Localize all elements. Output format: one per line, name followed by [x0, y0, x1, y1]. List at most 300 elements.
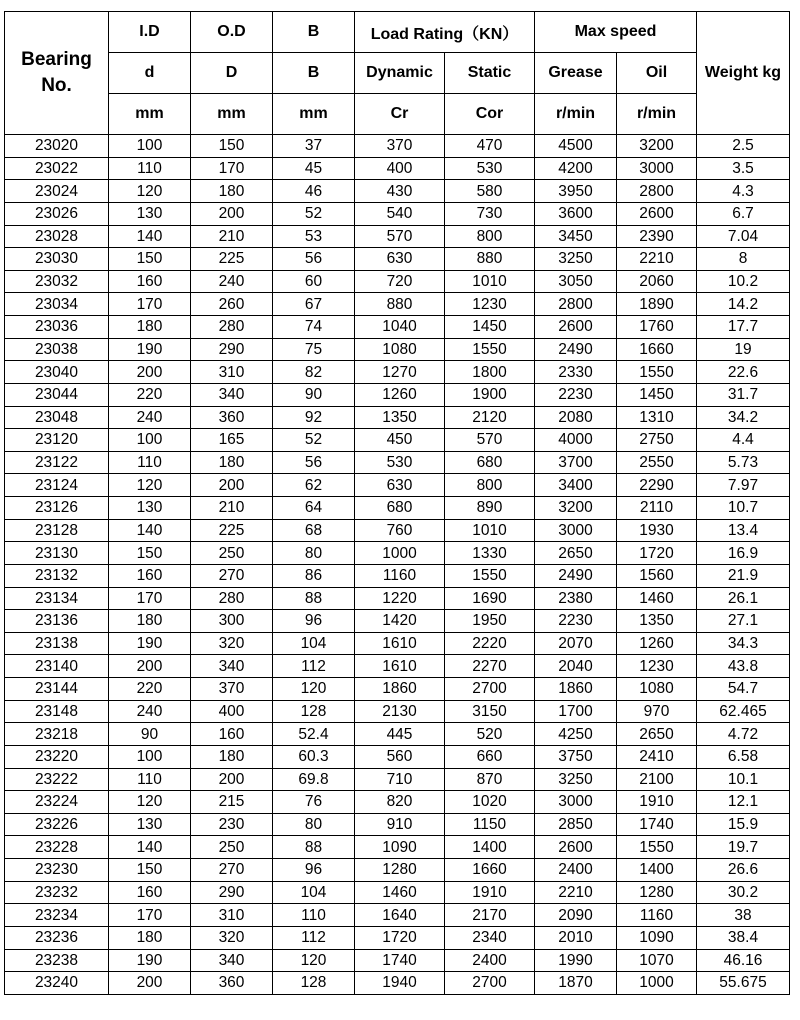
- bearing-no-cell: 23044: [5, 383, 109, 406]
- oil-header: Oil: [617, 53, 697, 94]
- od-cell: 160: [191, 723, 273, 746]
- b-cell: 37: [273, 135, 355, 158]
- od-cell: 200: [191, 474, 273, 497]
- id-cell: 130: [109, 813, 191, 836]
- static-cell: 580: [445, 180, 535, 203]
- weight-cell: 7.04: [697, 225, 790, 248]
- table-row: [5, 678, 790, 701]
- dynamic-cell: 540: [355, 202, 445, 225]
- dynamic-cell: 680: [355, 497, 445, 520]
- dynamic-cell: 530: [355, 451, 445, 474]
- b-symbol: B: [273, 53, 355, 94]
- static-cell: 2120: [445, 406, 535, 429]
- od-cell: 180: [191, 745, 273, 768]
- dynamic-cell: 1350: [355, 406, 445, 429]
- weight-cell: 30.2: [697, 881, 790, 904]
- weight-cell: 5.73: [697, 451, 790, 474]
- b-cell: 110: [273, 904, 355, 927]
- max-speed-header: Max speed: [535, 12, 697, 53]
- od-cell: 225: [191, 248, 273, 271]
- id-cell: 110: [109, 768, 191, 791]
- id-cell: 100: [109, 745, 191, 768]
- bearing-no-cell: 23134: [5, 587, 109, 610]
- oil-cell: 1280: [617, 881, 697, 904]
- static-cell: 730: [445, 202, 535, 225]
- id-cell: 150: [109, 248, 191, 271]
- grease-cell: 2490: [535, 564, 617, 587]
- grease-cell: 3600: [535, 202, 617, 225]
- dynamic-cell: 2130: [355, 700, 445, 723]
- weight-cell: 17.7: [697, 316, 790, 339]
- dynamic-cell: 1080: [355, 338, 445, 361]
- static-cell: 1550: [445, 564, 535, 587]
- grease-cell: 2210: [535, 881, 617, 904]
- weight-cell: 10.7: [697, 497, 790, 520]
- static-cell: 800: [445, 225, 535, 248]
- b-cell: 52: [273, 202, 355, 225]
- static-cell: 1800: [445, 361, 535, 384]
- id-cell: 120: [109, 474, 191, 497]
- od-cell: 310: [191, 904, 273, 927]
- table-row: [5, 564, 790, 587]
- grease-unit: r/min: [535, 94, 617, 135]
- grease-cell: 1860: [535, 678, 617, 701]
- static-cell: 1900: [445, 383, 535, 406]
- grease-cell: 3250: [535, 248, 617, 271]
- bearing-no-cell: 23026: [5, 202, 109, 225]
- oil-cell: 1930: [617, 519, 697, 542]
- table-row: [5, 745, 790, 768]
- weight-cell: 26.6: [697, 859, 790, 882]
- b-cell: 53: [273, 225, 355, 248]
- id-cell: 140: [109, 519, 191, 542]
- od-cell: 210: [191, 225, 273, 248]
- od-unit: mm: [191, 94, 273, 135]
- oil-cell: 1720: [617, 542, 697, 565]
- oil-cell: 1910: [617, 791, 697, 814]
- id-cell: 90: [109, 723, 191, 746]
- oil-cell: 1460: [617, 587, 697, 610]
- grease-cell: 3200: [535, 497, 617, 520]
- grease-cell: 2400: [535, 859, 617, 882]
- od-cell: 165: [191, 429, 273, 452]
- grease-cell: 1870: [535, 972, 617, 995]
- static-cell: 2270: [445, 655, 535, 678]
- bearing-no-cell: 23040: [5, 361, 109, 384]
- od-cell: 370: [191, 678, 273, 701]
- header-row-2: [5, 53, 790, 94]
- oil-cell: 1350: [617, 610, 697, 633]
- dynamic-header: Dynamic: [355, 53, 445, 94]
- dynamic-cell: 1420: [355, 610, 445, 633]
- weight-cell: 34.3: [697, 632, 790, 655]
- grease-cell: 2090: [535, 904, 617, 927]
- weight-cell: 38: [697, 904, 790, 927]
- weight-cell: 3.5: [697, 157, 790, 180]
- id-cell: 240: [109, 700, 191, 723]
- grease-cell: 3750: [535, 745, 617, 768]
- id-cell: 200: [109, 972, 191, 995]
- static-cell: 2700: [445, 678, 535, 701]
- oil-cell: 2100: [617, 768, 697, 791]
- static-cell: 470: [445, 135, 535, 158]
- weight-cell: 19: [697, 338, 790, 361]
- grease-cell: 2600: [535, 316, 617, 339]
- weight-cell: 4.4: [697, 429, 790, 452]
- table-row: [5, 700, 790, 723]
- oil-cell: 1310: [617, 406, 697, 429]
- od-cell: 200: [191, 202, 273, 225]
- id-cell: 170: [109, 904, 191, 927]
- bearing-no-header: Bearing No.: [5, 12, 109, 135]
- bearing-no-cell: 23132: [5, 564, 109, 587]
- table-row: [5, 429, 790, 452]
- table-row: [5, 542, 790, 565]
- static-cell: 1010: [445, 270, 535, 293]
- dynamic-cell: 1460: [355, 881, 445, 904]
- table-row: [5, 248, 790, 271]
- static-cell: 880: [445, 248, 535, 271]
- dynamic-cell: 1160: [355, 564, 445, 587]
- od-cell: 240: [191, 270, 273, 293]
- table-row: [5, 632, 790, 655]
- b-header: B: [273, 12, 355, 53]
- od-cell: 290: [191, 881, 273, 904]
- bearing-no-cell: 23234: [5, 904, 109, 927]
- b-cell: 80: [273, 813, 355, 836]
- od-cell: 150: [191, 135, 273, 158]
- weight-cell: 43.8: [697, 655, 790, 678]
- table-body: [5, 135, 790, 995]
- dynamic-cell: 450: [355, 429, 445, 452]
- id-cell: 130: [109, 202, 191, 225]
- weight-cell: 7.97: [697, 474, 790, 497]
- static-cell: 3150: [445, 700, 535, 723]
- dynamic-cell: 1640: [355, 904, 445, 927]
- oil-cell: 1160: [617, 904, 697, 927]
- grease-cell: 4500: [535, 135, 617, 158]
- oil-cell: 3000: [617, 157, 697, 180]
- od-cell: 180: [191, 451, 273, 474]
- dynamic-cell: 820: [355, 791, 445, 814]
- id-cell: 180: [109, 610, 191, 633]
- bearing-no-cell: 23034: [5, 293, 109, 316]
- dynamic-cell: 1040: [355, 316, 445, 339]
- table-row: [5, 904, 790, 927]
- grease-cell: 3050: [535, 270, 617, 293]
- id-cell: 200: [109, 361, 191, 384]
- id-cell: 240: [109, 406, 191, 429]
- b-cell: 104: [273, 632, 355, 655]
- table-row: [5, 881, 790, 904]
- id-cell: 150: [109, 542, 191, 565]
- table-row: [5, 949, 790, 972]
- bearing-no-cell: 23036: [5, 316, 109, 339]
- table-row: [5, 157, 790, 180]
- table-row: [5, 768, 790, 791]
- dynamic-cell: 1220: [355, 587, 445, 610]
- bearing-no-cell: 23024: [5, 180, 109, 203]
- bearing-no-cell: 23120: [5, 429, 109, 452]
- oil-cell: 2060: [617, 270, 697, 293]
- oil-cell: 2210: [617, 248, 697, 271]
- grease-cell: 4250: [535, 723, 617, 746]
- weight-cell: 15.9: [697, 813, 790, 836]
- bearing-no-cell: 23228: [5, 836, 109, 859]
- dynamic-cell: 630: [355, 474, 445, 497]
- bearing-no-cell: 23128: [5, 519, 109, 542]
- b-cell: 128: [273, 972, 355, 995]
- id-cell: 120: [109, 791, 191, 814]
- static-cell: 520: [445, 723, 535, 746]
- id-cell: 170: [109, 293, 191, 316]
- od-cell: 360: [191, 406, 273, 429]
- dynamic-cell: 1740: [355, 949, 445, 972]
- table-row: [5, 361, 790, 384]
- od-cell: 320: [191, 632, 273, 655]
- b-cell: 62: [273, 474, 355, 497]
- oil-cell: 2290: [617, 474, 697, 497]
- b-cell: 75: [273, 338, 355, 361]
- grease-cell: 2850: [535, 813, 617, 836]
- b-cell: 86: [273, 564, 355, 587]
- grease-cell: 3400: [535, 474, 617, 497]
- weight-cell: 22.6: [697, 361, 790, 384]
- oil-cell: 970: [617, 700, 697, 723]
- static-cell: 570: [445, 429, 535, 452]
- bearing-no-cell: 23232: [5, 881, 109, 904]
- dynamic-cell: 1280: [355, 859, 445, 882]
- oil-cell: 1230: [617, 655, 697, 678]
- static-cell: 2220: [445, 632, 535, 655]
- b-cell: 52.4: [273, 723, 355, 746]
- od-cell: 230: [191, 813, 273, 836]
- id-cell: 130: [109, 497, 191, 520]
- load-rating-header: Load Rating（KN）: [355, 12, 535, 53]
- weight-cell: 10.2: [697, 270, 790, 293]
- table-row: [5, 723, 790, 746]
- static-cell: 1400: [445, 836, 535, 859]
- dynamic-cell: 1610: [355, 655, 445, 678]
- b-cell: 52: [273, 429, 355, 452]
- id-cell: 160: [109, 564, 191, 587]
- dynamic-cell: 560: [355, 745, 445, 768]
- b-cell: 120: [273, 678, 355, 701]
- b-cell: 60.3: [273, 745, 355, 768]
- dynamic-cell: 430: [355, 180, 445, 203]
- bearing-table: [4, 11, 790, 995]
- id-cell: 170: [109, 587, 191, 610]
- table-row: [5, 383, 790, 406]
- table-row: [5, 293, 790, 316]
- weight-cell: 14.2: [697, 293, 790, 316]
- oil-cell: 2410: [617, 745, 697, 768]
- table-row: [5, 655, 790, 678]
- oil-cell: 1550: [617, 361, 697, 384]
- id-cell: 190: [109, 338, 191, 361]
- table-row: [5, 406, 790, 429]
- dynamic-cell: 1940: [355, 972, 445, 995]
- dynamic-cell: 630: [355, 248, 445, 271]
- table-row: [5, 972, 790, 995]
- header-row-1: [5, 12, 790, 53]
- bearing-no-cell: 23048: [5, 406, 109, 429]
- weight-header: Weight kg: [697, 12, 790, 135]
- od-cell: 270: [191, 859, 273, 882]
- od-cell: 300: [191, 610, 273, 633]
- oil-unit: r/min: [617, 94, 697, 135]
- od-cell: 200: [191, 768, 273, 791]
- oil-cell: 1090: [617, 926, 697, 949]
- table-row: [5, 180, 790, 203]
- grease-header: Grease: [535, 53, 617, 94]
- id-cell: 190: [109, 632, 191, 655]
- id-cell: 100: [109, 135, 191, 158]
- id-cell: 190: [109, 949, 191, 972]
- table-row: [5, 202, 790, 225]
- grease-cell: 2070: [535, 632, 617, 655]
- table-row: [5, 451, 790, 474]
- b-cell: 80: [273, 542, 355, 565]
- b-cell: 56: [273, 248, 355, 271]
- bearing-no-cell: 23022: [5, 157, 109, 180]
- grease-cell: 2230: [535, 383, 617, 406]
- bearing-no-cell: 23130: [5, 542, 109, 565]
- oil-cell: 2110: [617, 497, 697, 520]
- bearing-no-cell: 23144: [5, 678, 109, 701]
- b-cell: 74: [273, 316, 355, 339]
- header-row-3: [5, 94, 790, 135]
- bearing-no-cell: 23028: [5, 225, 109, 248]
- oil-cell: 2750: [617, 429, 697, 452]
- b-cell: 67: [273, 293, 355, 316]
- oil-cell: 2800: [617, 180, 697, 203]
- grease-cell: 3450: [535, 225, 617, 248]
- weight-cell: 10.1: [697, 768, 790, 791]
- weight-cell: 4.72: [697, 723, 790, 746]
- static-cell: 870: [445, 768, 535, 791]
- b-cell: 60: [273, 270, 355, 293]
- static-cell: 1230: [445, 293, 535, 316]
- oil-cell: 2650: [617, 723, 697, 746]
- oil-cell: 3200: [617, 135, 697, 158]
- static-cell: 1010: [445, 519, 535, 542]
- b-cell: 69.8: [273, 768, 355, 791]
- bearing-no-cell: 23230: [5, 859, 109, 882]
- bearing-no-cell: 23148: [5, 700, 109, 723]
- b-cell: 68: [273, 519, 355, 542]
- oil-cell: 1000: [617, 972, 697, 995]
- table-row: [5, 270, 790, 293]
- grease-cell: 3250: [535, 768, 617, 791]
- table-row: [5, 225, 790, 248]
- static-cell: 1690: [445, 587, 535, 610]
- id-cell: 160: [109, 881, 191, 904]
- dynamic-cell: 1090: [355, 836, 445, 859]
- id-cell: 150: [109, 859, 191, 882]
- dynamic-cell: 720: [355, 270, 445, 293]
- oil-cell: 1260: [617, 632, 697, 655]
- bearing-no-cell: 23020: [5, 135, 109, 158]
- bearing-no-cell: 23218: [5, 723, 109, 746]
- b-cell: 96: [273, 610, 355, 633]
- static-cell: 1910: [445, 881, 535, 904]
- weight-cell: 38.4: [697, 926, 790, 949]
- static-cell: 2170: [445, 904, 535, 927]
- grease-cell: 2380: [535, 587, 617, 610]
- static-cell: 1020: [445, 791, 535, 814]
- id-cell: 110: [109, 157, 191, 180]
- table-row: [5, 813, 790, 836]
- dynamic-cell: 880: [355, 293, 445, 316]
- id-cell: 140: [109, 836, 191, 859]
- bearing-no-cell: 23030: [5, 248, 109, 271]
- id-cell: 220: [109, 678, 191, 701]
- dynamic-cell: 910: [355, 813, 445, 836]
- od-cell: 215: [191, 791, 273, 814]
- weight-cell: 54.7: [697, 678, 790, 701]
- bearing-no-cell: 23240: [5, 972, 109, 995]
- weight-cell: 21.9: [697, 564, 790, 587]
- weight-cell: 6.7: [697, 202, 790, 225]
- static-cell: 2400: [445, 949, 535, 972]
- static-cell: 1450: [445, 316, 535, 339]
- grease-cell: 2230: [535, 610, 617, 633]
- od-cell: 400: [191, 700, 273, 723]
- static-cell: 800: [445, 474, 535, 497]
- dynamic-cell: 445: [355, 723, 445, 746]
- od-cell: 290: [191, 338, 273, 361]
- static-cell: 530: [445, 157, 535, 180]
- od-cell: 310: [191, 361, 273, 384]
- od-cell: 280: [191, 587, 273, 610]
- bearing-no-cell: 23124: [5, 474, 109, 497]
- bearing-no-cell: 23238: [5, 949, 109, 972]
- id-cell: 160: [109, 270, 191, 293]
- grease-cell: 2800: [535, 293, 617, 316]
- id-cell: 140: [109, 225, 191, 248]
- oil-cell: 1450: [617, 383, 697, 406]
- id-cell: 110: [109, 451, 191, 474]
- od-cell: 280: [191, 316, 273, 339]
- dynamic-cell: 1270: [355, 361, 445, 384]
- od-header: O.D: [191, 12, 273, 53]
- oil-cell: 1550: [617, 836, 697, 859]
- b-cell: 56: [273, 451, 355, 474]
- od-cell: 250: [191, 836, 273, 859]
- oil-cell: 1080: [617, 678, 697, 701]
- table-row: [5, 859, 790, 882]
- table-row: [5, 587, 790, 610]
- dynamic-unit: Cr: [355, 94, 445, 135]
- b-cell: 45: [273, 157, 355, 180]
- b-cell: 96: [273, 859, 355, 882]
- weight-cell: 16.9: [697, 542, 790, 565]
- grease-cell: 2330: [535, 361, 617, 384]
- b-cell: 120: [273, 949, 355, 972]
- b-cell: 82: [273, 361, 355, 384]
- id-cell: 120: [109, 180, 191, 203]
- grease-cell: 3950: [535, 180, 617, 203]
- dynamic-cell: 400: [355, 157, 445, 180]
- weight-cell: 26.1: [697, 587, 790, 610]
- dynamic-cell: 1260: [355, 383, 445, 406]
- dynamic-cell: 370: [355, 135, 445, 158]
- od-cell: 170: [191, 157, 273, 180]
- b-cell: 112: [273, 926, 355, 949]
- dynamic-cell: 1720: [355, 926, 445, 949]
- bearing-no-cell: 23236: [5, 926, 109, 949]
